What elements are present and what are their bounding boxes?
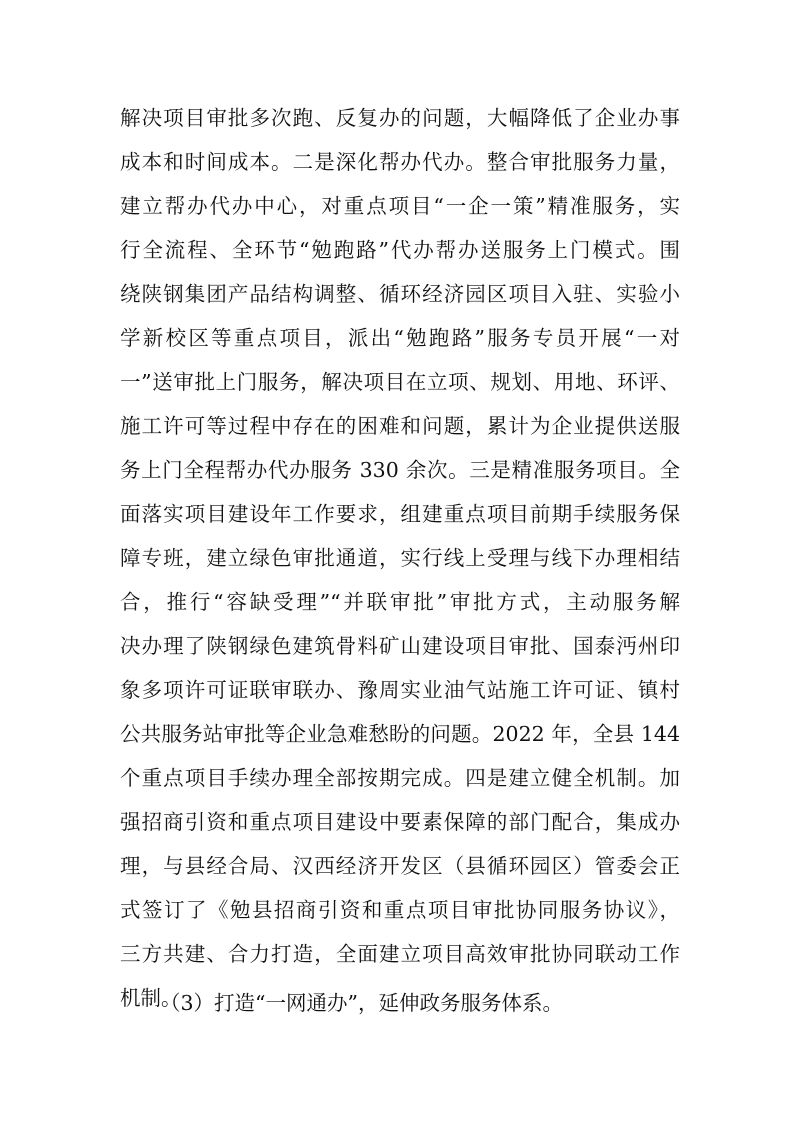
section-heading: （3）打造“一网通办”，延伸政务服务体系。 (160, 991, 564, 1015)
paragraph-line: 学新校区等重点项目，派出“勉跑路”服务专员开展“一对 (120, 326, 680, 350)
paragraph-line: 绕陕钢集团产品结构调整、循环经济园区项目入驻、实验小 (120, 282, 680, 306)
paragraph-line: 合，推行“容缺受理”“并联审批”审批方式，主动服务解 (120, 590, 680, 614)
paragraph-line: 三方共建、合力打造，全面建立项目高效审批协同联动工作 (120, 942, 680, 966)
paragraph-line: 障专班，建立绿色审批通道，实行线上受理与线下办理相结 (120, 546, 680, 570)
paragraph-line: 一”送审批上门服务，解决项目在立项、规划、用地、环评、 (120, 370, 680, 394)
paragraph-line: 建立帮办代办中心，对重点项目“一企一策”精准服务，实 (120, 194, 680, 218)
body-paragraph (120, 96, 680, 1020)
paragraph-line: 象多项许可证联审联办、豫周实业油气站施工许可证、镇村 (120, 678, 680, 702)
paragraph-line: 施工许可等过程中存在的困难和问题，累计为企业提供送服 (120, 414, 680, 438)
paragraph-line: 决办理了陕钢绿色建筑骨料矿山建设项目审批、国泰沔州印 (120, 634, 680, 658)
paragraph-line: 解决项目审批多次跑、反复办的问题，大幅降低了企业办事 (120, 106, 680, 130)
paragraph-line: 式签订了《勉县招商引资和重点项目审批协同服务协议》， (120, 898, 680, 922)
paragraph-line: 理，与县经合局、汉西经济开发区（县循环园区）管委会正 (120, 854, 680, 878)
paragraph-line: 个重点项目手续办理全部按期完成。四是建立健全机制。加 (120, 766, 680, 790)
paragraph-line: 面落实项目建设年工作要求，组建重点项目前期手续服务保 (120, 502, 680, 526)
paragraph-line: 机制。 (120, 986, 182, 1010)
paragraph-line: 强招商引资和重点项目建设中要素保障的部门配合，集成办 (120, 810, 680, 834)
paragraph-line: 成本和时间成本。二是深化帮办代办。整合审批服务力量， (120, 150, 680, 174)
paragraph-line: 行全流程、全环节“勉跑路”代办帮办送服务上门模式。围 (120, 238, 680, 262)
paragraph-line: 务上门全程帮办代办服务 330 余次。三是精准服务项目。全 (120, 458, 680, 482)
paragraph-line: 公共服务站审批等企业急难愁盼的问题。2022 年，全县 144 (120, 722, 680, 746)
